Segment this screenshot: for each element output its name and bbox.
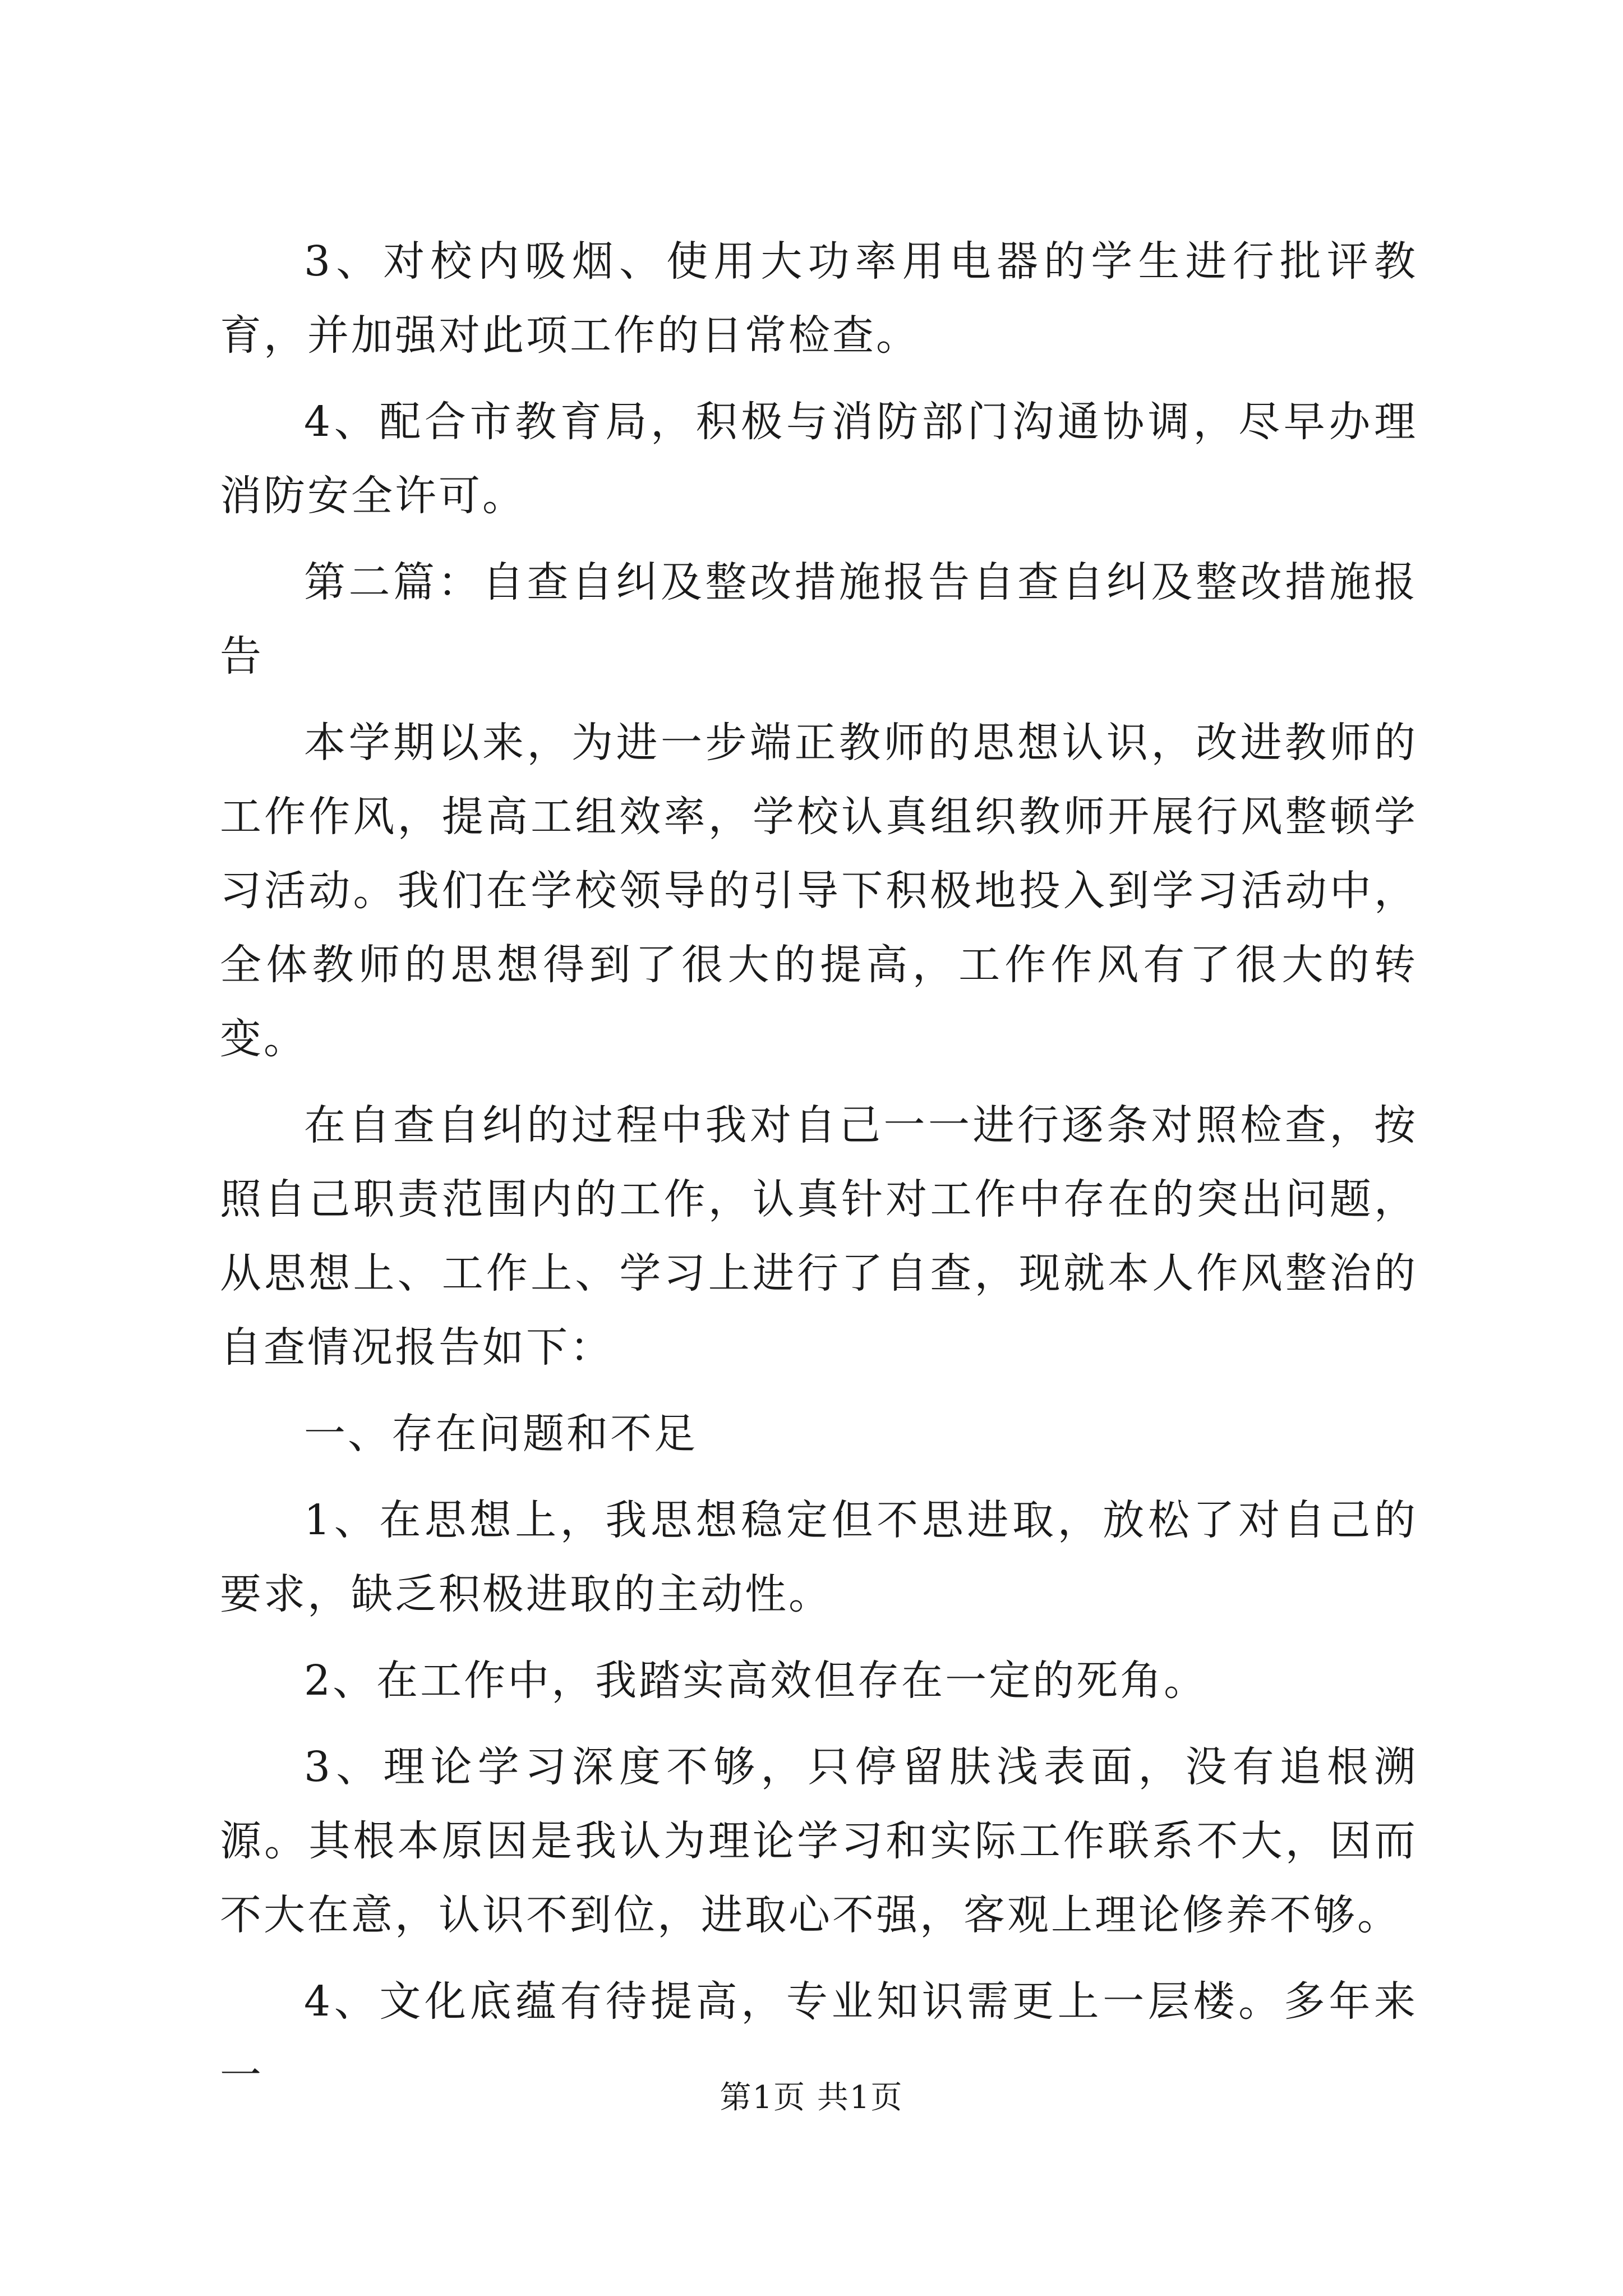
paragraph-intro: 本学期以来，为进一步端正教师的思想认识，改进教师的工作作风，提高工组效率，学校认真组织教师开展行风整顿学习活动。我们在学校领导的引导下积极地投入到学习活动中，全体教师的思想得到了很大的提高，工作作风有了很大的转变。 bbox=[220, 719, 1418, 1063]
page-footer: 第1页 共1页 bbox=[720, 2079, 903, 2116]
paragraph-rule-3: 3、对校内吸烟、使用大功率用电器的学生进行批评教育，并加强对此项工作的日常检查。 bbox=[220, 237, 1418, 360]
subsection-heading: 一、存在问题和不足 bbox=[304, 1410, 698, 1458]
section-heading: 第二篇：自查自纠及整改措施报告自查自纠及整改措施报告 bbox=[220, 558, 1418, 680]
paragraph-problem-3: 3、理论学习深度不够，只停留肤浅表面，没有追根溯源。其根本原因是我认为理论学习和实际工作联系不大，因而不大在意，认识不到位，进取心不强，客观上理论修养不够。 bbox=[220, 1743, 1418, 1939]
paragraph-rule-4: 4、配合市教育局，积极与消防部门沟通协调，尽早办理消防安全许可。 bbox=[220, 398, 1418, 520]
paragraph-problem-4: 4、文化底蕴有待提高，专业知识需更上一层楼。多年来一 bbox=[220, 1977, 1418, 2100]
paragraph-self-check: 在自查自纠的过程中我对自己一一进行逐条对照检查，按照自己职责范围内的工作，认真针对工作中存在的突出问题，从思想上、工作上、学习上进行了自查，现就本人作风整治的自查情况报告如下： bbox=[220, 1101, 1418, 1372]
document-body bbox=[220, 224, 1418, 2125]
paragraph-problem-2: 2、在工作中，我踏实高效但存在一定的死角。 bbox=[304, 1657, 1208, 1705]
paragraph-problem-1: 1、在思想上，我思想稳定但不思进取，放松了对自己的要求，缺乏积极进取的主动性。 bbox=[220, 1496, 1418, 1618]
